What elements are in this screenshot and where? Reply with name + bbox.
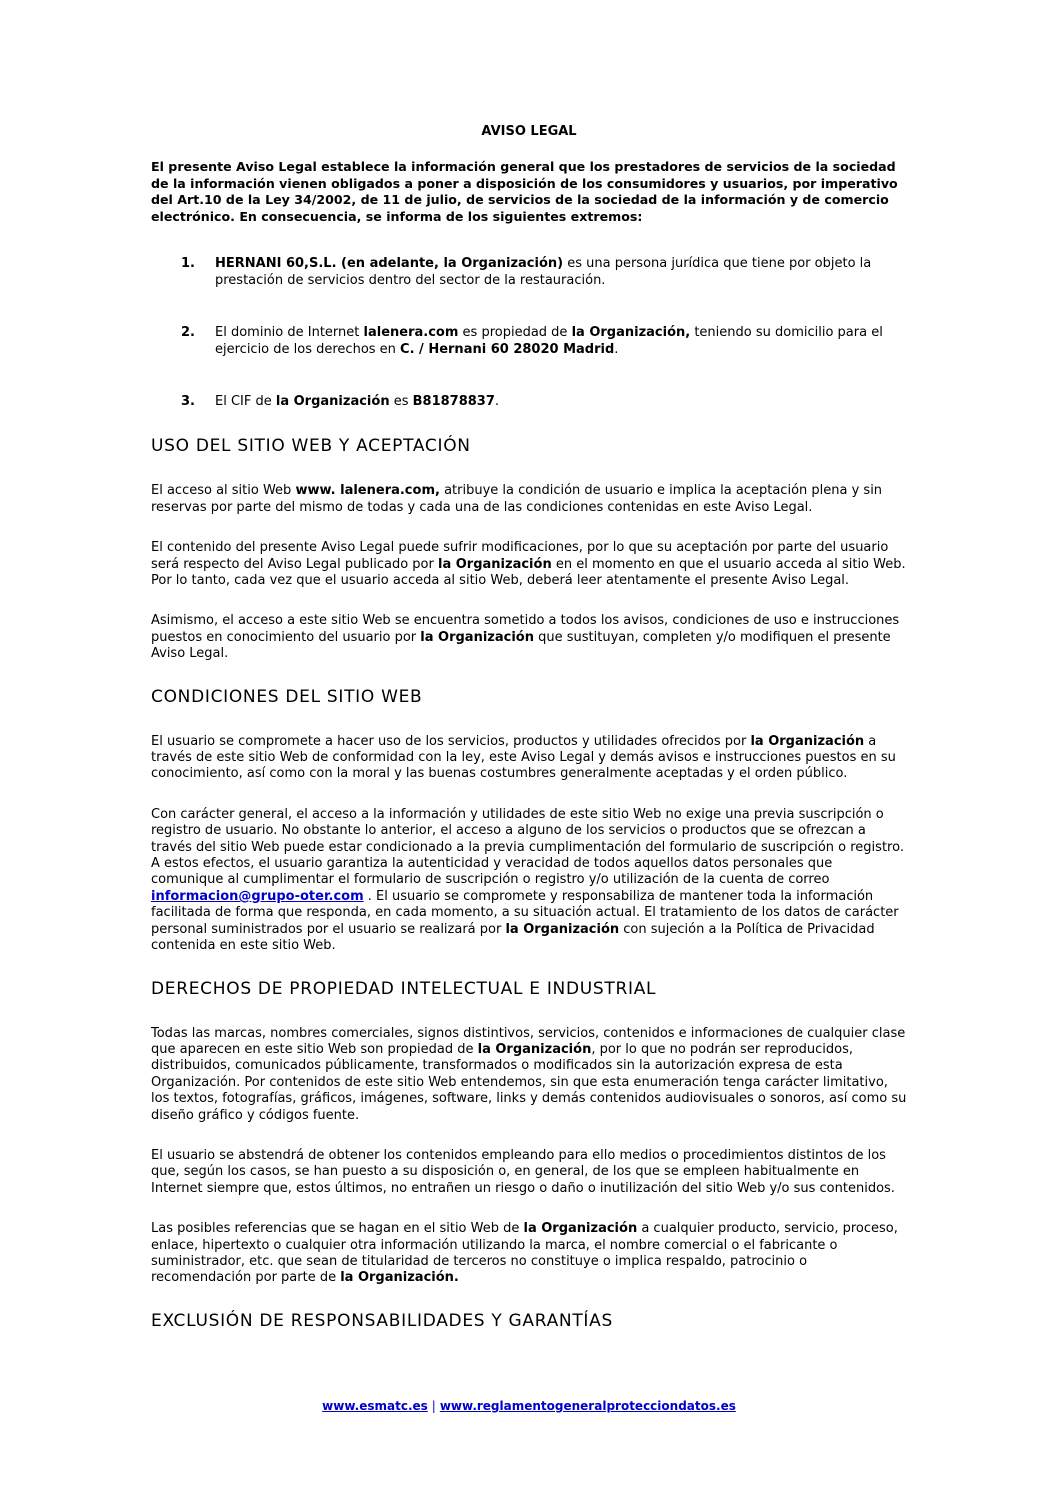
list-item-text: es una persona jurídica que tiene por objeto la prestación de servicios dentro del sector de la restauración. — [215, 256, 872, 289]
text: a cualquier producto, servicio, proceso, enlace, hipertexto o cualquier otra información utilizando la marca, el nombre comercial o el fabricante o suministrador, etc. que sean de titularidad de terceros no constituye o implica respaldo, patrocinio o recomendación por parte de — [151, 1221, 898, 1286]
text: , por lo que no podrán ser reproducidos, distribuidos, comunicados públicamente, transformados o modificados sin la autorización expresa de esta Organización. Por contenidos de este sitio Web entendemos, sin que esta enumeración tenga carácter limitativo, los textos, fotografías, gráficos, imágenes, software, links y demás contenidos audiovisuales o sonoros, así como su diseño gráfico y códigos fuente. — [151, 1041, 907, 1123]
section-heading-condiciones: CONDICIONES DEL SITIO WEB — [151, 686, 423, 707]
footer-separator: | — [431, 1399, 436, 1413]
text: Todas las marcas, nombres comerciales, signos distintivos, servicios, contenidos e informaciones de cualquier clase que aparecen en este sitio Web son propiedad de — [151, 1025, 906, 1057]
paragraph — [151, 483, 907, 516]
organization-ref: la Organización — [750, 733, 865, 749]
text: Asimismo, el acceso a este sitio Web se encuentra sometido a todos los avisos, condiciones de uso e instrucciones puestos en conocimiento del usuario por — [151, 613, 900, 645]
domain-name: lalenera.com — [363, 325, 459, 341]
section-heading-uso: USO DEL SITIO WEB Y ACEPTACIÓN — [151, 436, 471, 457]
paragraph — [151, 540, 907, 589]
page-footer — [0, 1399, 1058, 1413]
list-item — [151, 255, 907, 289]
section-heading-derechos: DERECHOS DE PROPIEDAD INTELECTUAL E INDUSTRIAL — [151, 978, 657, 999]
text: en el momento en que el usuario acceda al sitio Web. Por lo tanto, cada vez que el usuario acceda al sitio Web, deberá leer atentamente el presente Aviso Legal. — [151, 556, 906, 588]
text: El contenido del presente Aviso Legal puede sufrir modificaciones, por lo que su aceptación por parte del usuario será respecto del Aviso Legal publicado por — [151, 540, 889, 572]
document-content — [151, 124, 907, 1358]
list-item — [151, 393, 907, 410]
organization-ref: la Organización — [275, 394, 390, 410]
document-title: AVISO LEGAL — [481, 124, 577, 139]
text: Las posibles referencias que se hagan en el sitio Web de — [151, 1221, 524, 1237]
list-number: 1. — [181, 256, 195, 272]
paragraph — [151, 807, 907, 955]
text: que sustituyan, completen y/o modifiquen el presente Aviso Legal. — [151, 629, 891, 662]
organization-ref: la Organización. — [340, 1270, 459, 1286]
footer-link-reglamento[interactable]: www.reglamentogeneralprotecciondatos.es — [439, 1399, 736, 1413]
paragraph — [151, 734, 907, 783]
list-item-text: El CIF de — [215, 394, 276, 410]
text: . El usuario se compromete y responsabiliza de mantener toda la información facilitada de forma que responda, en cada momento, a su situación actual. El tratamiento de los datos de carácter personal suministrados por el usuario se realizará por — [151, 888, 899, 937]
paragraph — [151, 1026, 907, 1124]
text: atribuye la condición de usuario e implica la aceptación plena y sin reservas por parte del mismo de todas y cada una de las condiciones contenidas en este Aviso Legal. — [151, 483, 883, 515]
list-item-text: es propiedad de — [458, 325, 572, 341]
company-name: HERNANI 60,S.L. (en adelante, la Organización) — [215, 256, 564, 272]
intro-paragraph: El presente Aviso Legal establece la información general que los prestadores de servicios de la sociedad de la información vienen obligados a poner a disposición de los consumidores y usuarios, por imperativo del Art.10 de la Ley 34/2002, de 11 de julio, de servicios de la sociedad de la información y de comercio electrónico. En consecuencia, se informa de los siguientes extremos: — [151, 159, 898, 224]
info-list — [151, 255, 907, 410]
address: C. / Hernani 60 28020 Madrid — [400, 342, 615, 358]
list-number: 3. — [181, 394, 195, 410]
list-item — [151, 324, 907, 358]
list-number: 2. — [181, 325, 195, 341]
organization-ref: la Organización — [438, 556, 552, 572]
list-item-text: . — [614, 342, 619, 358]
organization-ref: la Organización — [420, 629, 534, 645]
email-link[interactable]: informacion@grupo-oter.com — [151, 888, 364, 904]
text: El acceso al sitio Web — [151, 483, 296, 499]
footer-link-esmatc[interactable]: www.esmatc.es — [322, 1399, 428, 1413]
text: con sujeción a la Política de Privacidad contenida en este sitio Web. — [151, 921, 875, 954]
paragraph: El usuario se abstendrá de obtener los contenidos empleando para ello medios o procedimientos distintos de los que, según los casos, se han puesto a su disposición o, en general, de los que se empleen habitualmente en Internet siempre que, estos últimos, no entrañen un riesgo o daño o inutilización del sitio Web y/o sus contenidos. — [151, 1147, 895, 1196]
list-item-text: . — [494, 394, 500, 410]
paragraph — [151, 1221, 907, 1287]
organization-ref: la Organización — [477, 1041, 592, 1057]
text: a través de este sitio Web de conformidad con la ley, este Aviso Legal y demás avisos e instrucciones puestos en su conocimiento, así como con la moral y las buenas costumbres generalmente aceptadas y el orden público. — [151, 733, 896, 782]
list-item-text: teniendo su domicilio para el ejercicio de los derechos en — [215, 325, 883, 358]
section-heading-exclusion: EXCLUSIÓN DE RESPONSABILIDADES Y GARANTÍAS — [151, 1310, 613, 1331]
organization-ref: la Organización — [523, 1221, 638, 1237]
list-item-text: El dominio de Internet — [215, 325, 364, 341]
site-name: www. lalenera.com, — [295, 483, 440, 499]
list-item-text: es — [389, 394, 413, 410]
paragraph — [151, 613, 907, 662]
organization-ref: la Organización — [505, 921, 620, 937]
cif-number: B81878837 — [412, 394, 495, 410]
text: Con carácter general, el acceso a la información y utilidades de este sitio Web no exige una previa suscripción o registro de usuario. No obstante lo anterior, el acceso a alguno de los servicios o productos que se ofrezcan a través del sitio Web puede estar condicionado a la previa cumplimentación del formulario de suscripción o registro. A estos efectos, el usuario garantiza la autenticidad y veracidad de todos aquellos datos personales que comunique al cumplimentar el formulario de suscripción o registro y/o utilización de la cuenta de correo — [151, 806, 904, 888]
text: El usuario se compromete a hacer uso de los servicios, productos y utilidades ofrecidos por — [151, 733, 751, 749]
organization-ref: la Organización, — [571, 325, 691, 341]
